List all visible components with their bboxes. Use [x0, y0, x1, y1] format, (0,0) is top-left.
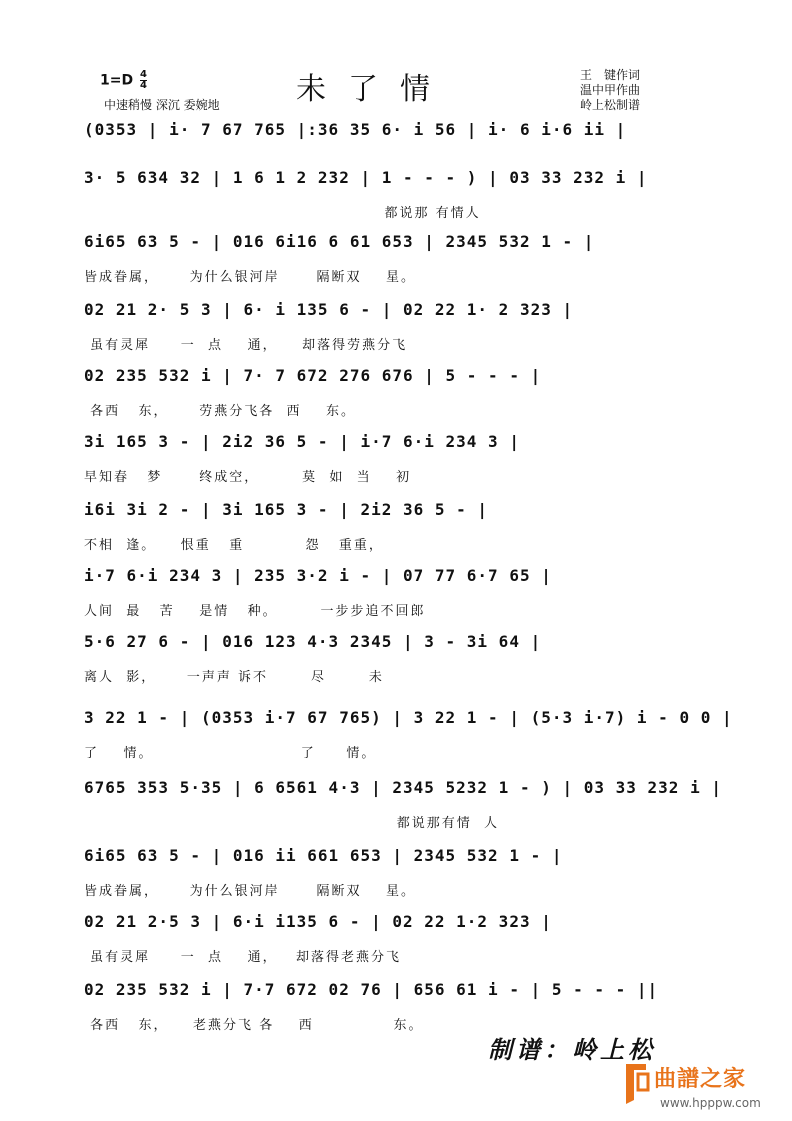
score-row-6 — [84, 432, 716, 502]
lyrics: 离人 影， 一声声 诉不 尽 未 — [84, 670, 384, 685]
lyrics: 都说那 有情人 — [84, 206, 481, 221]
score-row-3 — [84, 232, 716, 302]
credit-lyricist: 王 键作词 — [580, 68, 641, 82]
lyrics: 皆成眷属， 为什么银河岸 隔断双 星。 — [84, 884, 416, 899]
notation: 6i65 63 5 - | 016 6i16 6 61 653 | 2345 532 1 - | — [84, 232, 595, 251]
score-row-9 — [84, 632, 716, 702]
score-row-2 — [84, 168, 716, 238]
logo-text: 曲譜之家 — [654, 1067, 747, 1092]
lyrics: 早知春 梦 终成空， 莫 如 当 初 — [84, 470, 412, 485]
score-row-4 — [84, 300, 716, 370]
lyrics: 皆成眷属， 为什么银河岸 隔断双 星。 — [84, 270, 416, 285]
notation: 6765 353 5·35 | 6 6561 4·3 | 2345 5232 1 - ) | 03 33 232 i | — [84, 778, 722, 797]
time-bottom: 4 — [139, 80, 147, 91]
notation: i·7 6·i 234 3 | 235 3·2 i - | 07 77 6·7 65 | — [84, 566, 552, 585]
key-label: 1=D — [100, 72, 134, 89]
score-row-13 — [84, 912, 716, 982]
credit-transcriber: 岭上松制谱 — [580, 98, 641, 112]
score-row-8 — [84, 566, 716, 636]
score-row-7 — [84, 500, 716, 570]
notation: 02 235 532 i | 7·7 672 02 76 | 656 61 i - | 5 - - - || — [84, 980, 659, 999]
lyrics: 虽有灵犀 一 点 通， 却落得老燕分飞 — [84, 950, 401, 965]
lyrics: 不相 逢。 恨重 重 怨 重重， — [84, 538, 384, 553]
lyrics: 人间 最 苦 是情 种。 一步步追不回郎 — [84, 604, 426, 619]
logo-url[interactable]: www.hpppw.com — [660, 1096, 761, 1110]
lyrics: 都说那有情 人 — [84, 816, 500, 831]
score-row-5 — [84, 366, 716, 436]
time-top: 4 — [139, 69, 147, 80]
transcriber-signature: 制谱：岭上松 — [488, 1035, 656, 1064]
lyrics: 了 情。 了 情。 — [84, 746, 377, 761]
score-row-11 — [84, 778, 722, 848]
site-logo[interactable] — [620, 1060, 790, 1120]
notation: 3i 165 3 - | 2i2 36 5 - | i·7 6·i 234 3 | — [84, 432, 520, 451]
lyrics: 各西 东， 老燕分飞 各 西 东。 — [84, 1018, 424, 1033]
notation: 02 21 2·5 3 | 6·i i135 6 - | 02 22 1·2 323 | — [84, 912, 552, 931]
tempo-marking: 中速稍慢 深沉 委婉地 — [104, 98, 220, 112]
notation: 3 22 1 - | (0353 i·7 67 765) | 3 22 1 - | (5·3 i·7) i - 0 0 | — [84, 708, 733, 727]
notation: 5·6 27 6 - | 016 123 4·3 2345 | 3 - 3i 64 | — [84, 632, 542, 651]
lyrics: 各西 东， 劳燕分飞各 西 东。 — [84, 404, 356, 419]
score-row-10 — [84, 708, 733, 778]
credits — [580, 68, 640, 113]
key-signature — [100, 70, 147, 91]
notation: 02 235 532 i | 7· 7 672 276 676 | 5 - - - | — [84, 366, 542, 385]
lyrics: 虽有灵犀 一 点 通， 却落得劳燕分飞 — [84, 338, 408, 353]
logo-mark-icon — [620, 1060, 654, 1106]
song-title: 未了情 — [296, 72, 452, 107]
notation: i6i 3i 2 - | 3i 165 3 - | 2i2 36 5 - | — [84, 500, 489, 519]
notation: 3· 5 634 32 | 1 6 1 2 232 | 1 - - - ) | 03 33 232 i | — [84, 168, 648, 187]
credit-composer: 温中甲作曲 — [580, 83, 641, 97]
score-row-12 — [84, 846, 716, 916]
time-signature — [140, 70, 147, 91]
notation: 02 21 2· 5 3 | 6· i 135 6 - | 02 22 1· 2 323 | — [84, 300, 574, 319]
notation: 6i65 63 5 - | 016 ii 661 653 | 2345 532 1 - | — [84, 846, 563, 865]
notation: (0353 | i· 7 67 765 |:36 35 6· i 56 | i· 6 i·6 ii | — [84, 120, 627, 139]
